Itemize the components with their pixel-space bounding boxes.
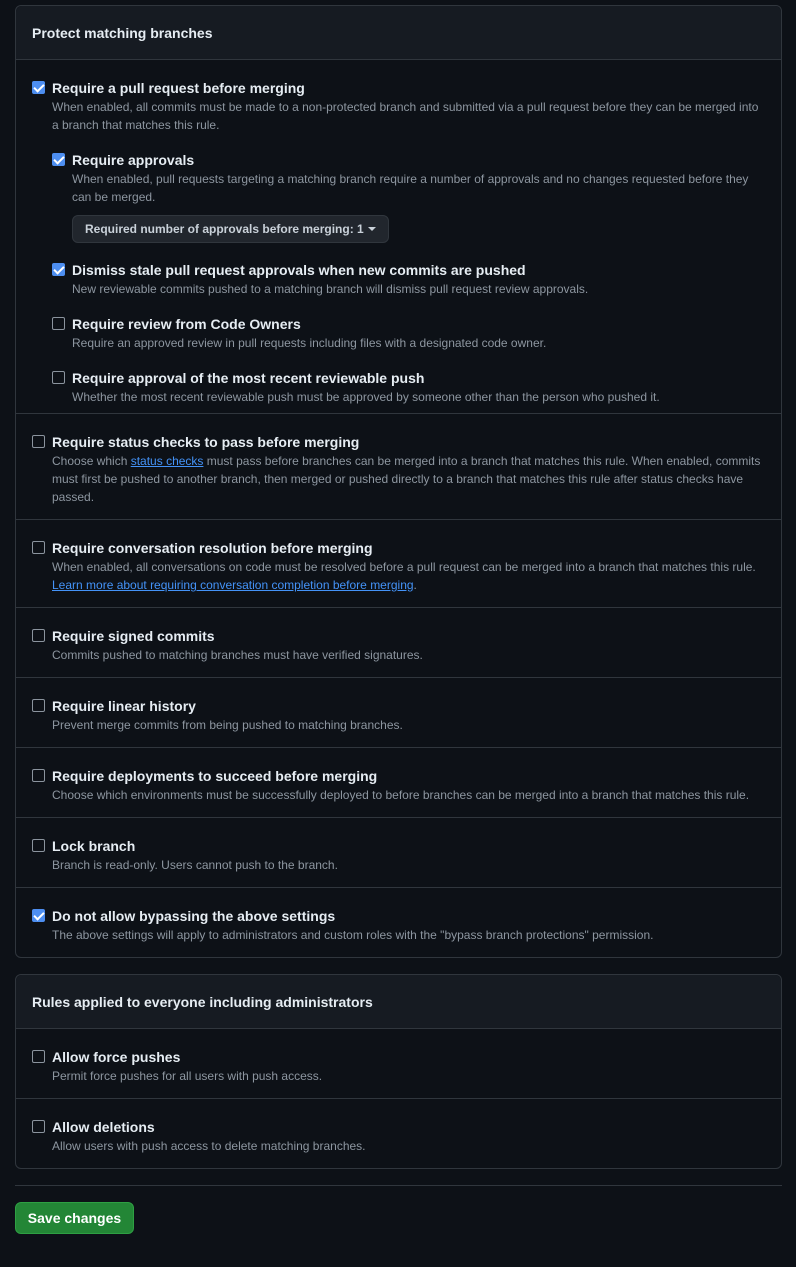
lock-branch-option[interactable] [32, 836, 765, 874]
deployments-title: Require deployments to succeed before merging [52, 768, 378, 784]
force-pushes-title: Allow force pushes [52, 1049, 181, 1065]
lock-branch-title: Lock branch [52, 838, 136, 854]
signed-commits-option[interactable] [32, 626, 765, 664]
code-owners-title: Require review from Code Owners [72, 316, 301, 332]
status-checks-title: Require status checks to pass before merging [52, 434, 360, 450]
dismiss-stale-title: Dismiss stale pull request approvals when new commits are pushed [72, 262, 526, 278]
deployments-checkbox[interactable] [32, 769, 45, 782]
linear-history-title: Require linear history [52, 698, 196, 714]
code-owners-option[interactable] [52, 314, 765, 352]
require-pull-request-checkbox[interactable] [32, 81, 45, 94]
deletions-section [16, 1099, 781, 1168]
conversation-desc-text: When enabled, all conversations on code must be resolved before a pull request can be merged into a branch that matches this rule. [52, 560, 756, 574]
linear-history-checkbox[interactable] [32, 699, 45, 712]
dismiss-stale-desc: New reviewable commits pushed to a matching branch will dismiss pull request review approvals. [72, 282, 589, 296]
dismiss-stale-option[interactable] [52, 260, 765, 298]
linear-history-option[interactable] [32, 696, 765, 734]
linear-history-section [16, 678, 781, 748]
status-checks-section [16, 414, 781, 520]
save-changes-button[interactable]: Save changes [15, 1202, 134, 1234]
deletions-desc: Allow users with push access to delete matching branches. [52, 1139, 366, 1153]
conversation-title: Require conversation resolution before merging [52, 540, 373, 556]
require-approvals-desc: When enabled, pull requests targeting a matching branch require a number of approvals and no changes requested before they can be merged. [72, 172, 749, 204]
pull-request-section [16, 60, 781, 414]
linear-history-desc: Prevent merge commits from being pushed to matching branches. [52, 718, 403, 732]
require-approvals-title: Require approvals [72, 152, 195, 168]
no-bypass-section [16, 888, 781, 957]
status-checks-desc-suffix: must pass before branches can be merged into a branch that matches this rule. When enabled, commits must first be pushed to another branch, then merged or pushed directly to a branch that matches this rule after status checks have passed. [52, 454, 761, 504]
code-owners-checkbox[interactable] [52, 317, 65, 330]
require-pull-request-option[interactable] [32, 78, 765, 134]
recent-push-checkbox[interactable] [52, 371, 65, 384]
approvals-count-dropdown[interactable] [72, 215, 389, 243]
require-pull-request-title: Require a pull request before merging [52, 80, 305, 96]
status-checks-link[interactable]: status checks [130, 454, 204, 468]
status-checks-option[interactable] [32, 432, 765, 506]
status-checks-desc-prefix: Choose which [52, 454, 131, 468]
lock-branch-checkbox[interactable] [32, 839, 45, 852]
require-pull-request-desc: When enabled, all commits must be made to a non-protected branch and submitted via a pull request before they can be merged into a branch that matches this rule. [52, 100, 759, 132]
recent-push-desc: Whether the most recent reviewable push must be approved by someone other than the person who pushed it. [72, 390, 660, 404]
status-checks-checkbox[interactable] [32, 435, 45, 448]
conversation-desc [52, 558, 765, 594]
force-pushes-option[interactable] [32, 1047, 765, 1085]
lock-branch-section [16, 818, 781, 888]
code-owners-desc: Require an approved review in pull requests including files with a designated code owner. [72, 336, 547, 350]
protect-branches-panel [15, 5, 782, 958]
no-bypass-checkbox[interactable] [32, 909, 45, 922]
deployments-option[interactable] [32, 766, 765, 804]
protect-branches-header: Protect matching branches [16, 6, 781, 60]
conversation-learn-more-link[interactable]: Learn more about requiring conversation completion before merging [52, 578, 414, 592]
recent-push-title: Require approval of the most recent reviewable push [72, 370, 425, 386]
form-divider [15, 1185, 782, 1186]
require-approvals-checkbox[interactable] [52, 153, 65, 166]
conversation-section [16, 520, 781, 608]
everyone-rules-panel [15, 974, 782, 1169]
signed-commits-checkbox[interactable] [32, 629, 45, 642]
require-approvals-option[interactable] [52, 150, 765, 243]
conversation-checkbox[interactable] [32, 541, 45, 554]
conversation-option[interactable] [32, 538, 765, 594]
signed-commits-section [16, 608, 781, 678]
deletions-checkbox[interactable] [32, 1120, 45, 1133]
dismiss-stale-checkbox[interactable] [52, 263, 65, 276]
no-bypass-title: Do not allow bypassing the above settings [52, 908, 336, 924]
recent-push-option[interactable] [52, 368, 765, 406]
conversation-link-suffix: . [413, 578, 417, 592]
deletions-title: Allow deletions [52, 1119, 155, 1135]
no-bypass-option[interactable] [32, 906, 765, 944]
pull-request-suboptions [52, 150, 765, 406]
force-pushes-section [16, 1029, 781, 1099]
force-pushes-checkbox[interactable] [32, 1050, 45, 1063]
force-pushes-desc: Permit force pushes for all users with push access. [52, 1069, 323, 1083]
deployments-desc: Choose which environments must be successfully deployed to before branches can be merged into a branch that matches this rule. [52, 788, 750, 802]
signed-commits-title: Require signed commits [52, 628, 215, 644]
deployments-section [16, 748, 781, 818]
status-checks-desc [52, 452, 765, 506]
no-bypass-desc: The above settings will apply to administrators and custom roles with the "bypass branch protections" permission. [52, 928, 654, 942]
approvals-count-label: Required number of approvals before merging: 1 [85, 222, 364, 236]
deletions-option[interactable] [32, 1117, 765, 1155]
everyone-rules-header: Rules applied to everyone including administrators [16, 975, 781, 1029]
signed-commits-desc: Commits pushed to matching branches must have verified signatures. [52, 648, 423, 662]
caret-down-icon [368, 227, 376, 231]
lock-branch-desc: Branch is read-only. Users cannot push to the branch. [52, 858, 338, 872]
